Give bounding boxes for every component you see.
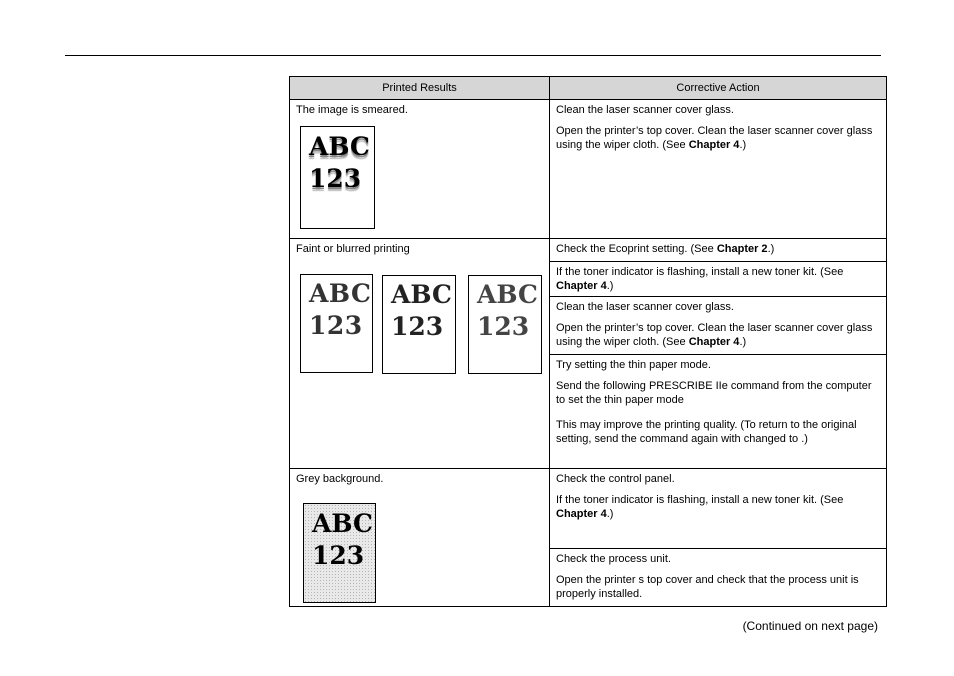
- sample-digits: 123: [312, 541, 365, 570]
- sample-letters: ABC: [309, 132, 370, 161]
- action-cell: [550, 469, 887, 549]
- action-block: [550, 239, 886, 259]
- table-header-row: [290, 77, 887, 100]
- action-paragraph: Check the control panel.: [556, 473, 675, 485]
- table-row: [290, 469, 887, 549]
- action-paragraph: Clean the laser scanner cover glass.: [556, 301, 734, 313]
- grey-background-sample-image: [303, 503, 376, 603]
- header-printed-results: Printed Results: [290, 77, 550, 100]
- action-paragraph: If the toner indicator is flashing, install a new toner kit. (See Chapter 4.): [556, 494, 844, 520]
- table-row: [290, 100, 887, 239]
- action-paragraph: Clean the laser scanner cover glass.: [556, 104, 734, 116]
- header-corrective-action: Corrective Action: [550, 77, 887, 100]
- action-paragraph: Check the process unit.: [556, 553, 671, 565]
- result-text: Faint or blurred printing: [296, 243, 410, 255]
- action-cell: [550, 355, 887, 469]
- smeared-sample-image: [300, 126, 375, 229]
- faint-sample-image-1: [300, 274, 373, 373]
- faint-sample-image-3: [468, 275, 542, 374]
- action-paragraph: Try setting the thin paper mode.: [556, 359, 711, 371]
- sample-letters: ABC: [391, 280, 452, 309]
- action-block: [550, 469, 886, 524]
- troubleshooting-table: [289, 76, 887, 607]
- sample-letters: ABC: [477, 280, 538, 309]
- action-paragraph: This may improve the printing quality. (To return to the original setting, send the command again with changed to .): [556, 419, 857, 445]
- faint-sample-image-2: [382, 275, 456, 374]
- continued-note: (Continued on next page): [742, 619, 878, 633]
- action-paragraph: Open the printer s top cover and check that the process unit is properly installed.: [556, 574, 859, 600]
- action-paragraph: Check the Ecoprint setting. (See Chapter 2.): [556, 243, 775, 255]
- action-paragraph: Open the printer’s top cover. Clean the laser scanner cover glass using the wiper cloth. (See Chapter 4.): [556, 125, 873, 151]
- action-block: [550, 100, 886, 155]
- sample-digits: 123: [309, 311, 363, 340]
- action-block: [550, 262, 886, 296]
- action-paragraph: If the toner indicator is flashing, install a new toner kit. (See Chapter 4.): [556, 266, 844, 292]
- action-block: [550, 549, 886, 604]
- result-text: The image is smeared.: [296, 104, 408, 116]
- action-paragraph: Send the following PRESCRIBE IIe command from the computer to set the thin paper mode: [556, 380, 872, 406]
- sample-digits: 123: [391, 312, 444, 341]
- sample-digits: 123: [309, 164, 362, 193]
- sample-letters: ABC: [309, 279, 372, 308]
- action-block: [550, 297, 886, 352]
- action-cell: [550, 100, 887, 239]
- sample-letters: ABC: [312, 509, 373, 538]
- sample-digits: 123: [477, 312, 530, 341]
- result-text: Grey background.: [296, 473, 384, 485]
- top-rule: [65, 55, 881, 56]
- action-block: [550, 355, 886, 449]
- action-cell: [550, 549, 887, 607]
- action-paragraph: Open the printer’s top cover. Clean the laser scanner cover glass using the wiper cloth. (See Chapter 4.): [556, 322, 873, 348]
- action-cell: [550, 262, 887, 297]
- action-cell: [550, 239, 887, 262]
- action-cell: [550, 297, 887, 355]
- table-row: [290, 239, 887, 262]
